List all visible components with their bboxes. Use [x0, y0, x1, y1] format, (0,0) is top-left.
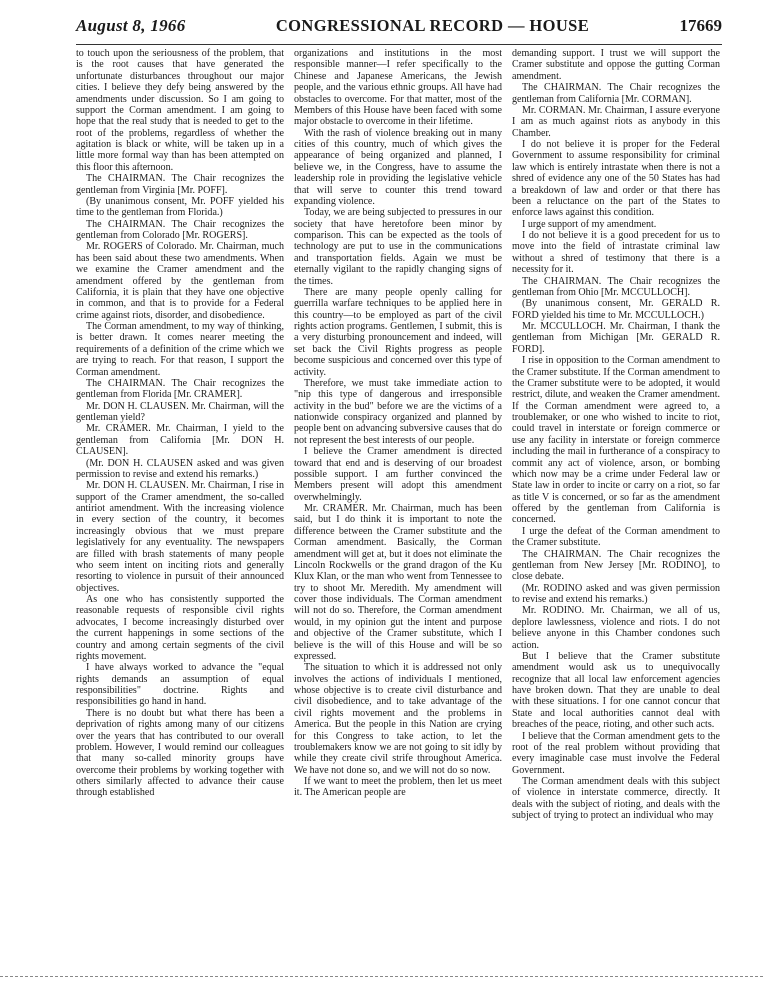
paragraph: Therefore, we must take immediate action to "nip this type of dangerous and irresponsible activity in the bud" before we are the victims of a nationwide conspiracy organized and planned by people bent on advancing subversive causes that do not represent the best interests of our people. — [294, 377, 502, 446]
paragraph: There are many people openly calling for guerrilla warfare techniques to be applied here in this country—to be employed as part of the civil rights action programs. Gentlemen, I submit, this is a very disturbing pronouncement and indeed, will set back the Civil Rights progress as people become suspicious and concerned over this type of activity. — [294, 286, 502, 378]
paragraph: (By unanimous consent, Mr. POFF yielded his time to the gentleman from Florida.) — [76, 195, 284, 219]
paragraph: Mr. ROGERS of Colorado. Mr. Chairman, much has been said about these two amendments. When we examine the Cramer amendment and the amendment offered by the gentleman from California, it is plain that they have one objective in common, and that is to provide for a Federal crime against riots, disorder, and disobedience. — [76, 241, 284, 321]
page-header — [76, 16, 722, 44]
paragraph: organizations and institutions in the most responsible manner—I refer specifically to the Chinese and Japanese Americans, the Jewish people, and the various ethnic groups. All have had obstacles to overcome. For that matter, most of the Members of this House have been faced with some major obstacle to overcome in their lifetime. — [294, 48, 502, 128]
paragraph: Mr. RODINO. Mr. Chairman, we all of us, deplore lawlessness, violence and riots. I do not believe anyone in this Chamber condones such action. — [512, 605, 720, 651]
paragraph: Mr. CRAMER. Mr. Chairman, much has been said, but I do think it is important to note the difference between the Cramer substitute and the Corman amendment. Basically, the Corman amendment will get at, but it does not eliminate the Lincoln Rockwells or the grand dragon of the Ku Klux Klan, or the man who went from Tennessee to try to shoot Mr. Meredith. My amendment will cover those individuals. The Corman amendment will not do so. Therefore, the Corman amendment would, in my opinion gut the intent and purpose and objective of the Cramer substitute, which I believe is the will of this House and will be so expressed. — [294, 503, 502, 662]
paragraph: The CHAIRMAN. The Chair recognizes the gentleman from Ohio [Mr. MCCULLOCH]. — [512, 275, 720, 298]
paragraph: Mr. CORMAN. Mr. Chairman, I assure everyone I am as much against riots as anybody in this Chamber. — [512, 104, 720, 139]
paragraph: The CHAIRMAN. The Chair recognizes the gentleman from New Jersey [Mr. RODINO], to close debate. — [512, 548, 720, 583]
paragraph: The situation to which it is addressed not only involves the actions of individuals I mentioned, whose objective is to create civil disturbance and civil disobedience, and to take advantage of the civil rights movement and the problems in America. But the people in this Nation are crying for this Congress to take action, to let the troublemakers know we are not going to sit idly by while they create civil strife throughout America. We have not done so, and we will not do so now. — [294, 662, 502, 776]
paragraph: The CHAIRMAN. The Chair recognizes the gentleman from Virginia [Mr. POFF]. — [76, 173, 284, 196]
paragraph: But I believe that the Cramer substitute amendment would ask us to unequivocally recognize that all local law enforcement agencies have broken down. That they are unable to deal with these situations. I for one cannot concur that State and local authorities cannot deal with breaches of the peace, rioting, and other such acts. — [512, 650, 720, 731]
header-date: August 8, 1966 — [76, 16, 186, 35]
paragraph: If we want to meet the problem, then let us meet it. The American people are — [294, 776, 502, 799]
paragraph: I rise in opposition to the Corman amendment to the Cramer substitute. If the Corman amendment to the Cramer substitute were to be adopted, it would restrict, dilute, and weaken the Cramer amendment. If the Corman amendment were agreed to, a troublemaker, or one who wished to incite to riot, could travel in interstate or foreign commerce or use any facility in interstate or foreign commerce including the mail in furtherance of a conspiracy to commit any act of violence, arson, or bombing which now may be a crime under Federal law or State law in order to incite or carry on a riot, so far as title V is concerned, or so far as the amendment offered by the gentleman from California is concerned. — [512, 355, 720, 526]
paragraph: I urge the defeat of the Corman amendment to the Cramer substitute. — [512, 525, 720, 549]
paragraph: The CHAIRMAN. The Chair recognizes the gentleman from Colorado [Mr. ROGERS]. — [76, 218, 284, 241]
paragraph: Mr. CRAMER. Mr. Chairman, I yield to the gentleman from California [Mr. DON H. CLAUSEN]. — [76, 423, 284, 458]
paragraph: (Mr. RODINO asked and was given permission to revise and extend his remarks.) — [512, 582, 720, 605]
paragraph: With the rash of violence breaking out in many cities of this country, much of which gives the appearance of being organized and planned, I believe we, in the Congress, have to assume the leadership role in providing the legislative vehicle that will serve to counter this trend toward expanding violence. — [294, 127, 502, 207]
header-title: CONGRESSIONAL RECORD — HOUSE — [275, 16, 590, 35]
paragraph: Mr. DON H. CLAUSEN. Mr. Chairman, I rise in support of the Cramer amendment, the so-called antiriot amendment. With the increasing violence in every section of the country, it becomes increasingly obvious that we must prepare legislatively for any eventuality. The newspapers are filled with brash statements of many people who seem intent on inciting riots and generally resorting to violence in pursuit of their announced objectives. — [76, 480, 284, 594]
paragraph: Today, we are being subjected to pressures in our society that have heretofore been minor by comparison. This can be expected as the tools of technology are put to use in the communications and transportation fields. Again we must be eternally vigilant to the rapidly changing signs of the times. — [294, 207, 502, 287]
paragraph: I do not believe it is proper for the Federal Government to assume responsibility for criminal law which is entirely intrastate when there is not a shred of evidence any one of the 50 States has had a breakdown of law and order or that there has been a reluctance on the part of the States to enforce laws against this condition. — [512, 139, 720, 219]
paragraph: As one who has consistently supported the reasonable requests of responsible civil rights advocates, I become increasingly disturbed over the current happenings in some sections of the country and among certain segments of the civil rights movement. — [76, 594, 284, 662]
paragraph: demanding support. I trust we will support the Cramer substitute and oppose the gutting Corman amendment. — [512, 48, 720, 82]
paragraph: I believe the Cramer amendment is directed toward that end and is deserving of our broadest possible support. I am further convinced the Members present will adopt this amendment overwhelmingly. — [294, 446, 502, 503]
paragraph: I do not believe it is a good precedent for us to move into the field of intrastate criminal law without a shred of testimony that there is a necessity for it. — [512, 230, 720, 276]
paragraph: The CHAIRMAN. The Chair recognizes the gentleman from Florida [Mr. CRAMER]. — [76, 377, 284, 401]
paragraph: to touch upon the seriousness of the problem, that is the root causes that have generated the unfortunate disturbances throughout our major cities. I believe they defy being answered by the amendments under discussion. So I am going to support the Corman amendment. I am going to hope that the real study that is needed to get to the root of the problems, regardless of whether the agitation is black or white, will be taken up in a little more formal way than has been attempted on this floor this afternoon. — [76, 48, 284, 173]
paragraph: There is no doubt but what there has been a deprivation of rights among many of our citizens over the years that has contributed to our overall problem. However, I would remind our colleagues that many so-called minority groups have overcome their problems by working together with others similarly affected to advance their cause through established — [76, 707, 284, 799]
paragraph: The Corman amendment deals with this subject of violence in interstate commerce, directly. It deals with the subject of rioting, and deals with the subject of trying to protect an individual who may — [512, 776, 720, 822]
text-column-2 — [294, 48, 502, 973]
paragraph: The CHAIRMAN. The Chair recognizes the gentleman from California [Mr. CORMAN]. — [512, 82, 720, 105]
paragraph: Mr. DON H. CLAUSEN. Mr. Chairman, will the gentleman yield? — [76, 400, 284, 423]
paragraph: Mr. MCCULLOCH. Mr. Chairman, I thank the gentleman from Michigan [Mr. GERALD R. FORD]. — [512, 321, 720, 355]
bottom-dashed-rule — [0, 976, 763, 977]
paragraph: (By unanimous consent, Mr. GERALD R. FORD yielded his time to Mr. MCCULLOCH.) — [512, 298, 720, 321]
header-page-number: 17669 — [679, 16, 722, 35]
text-column-1 — [76, 48, 284, 973]
header-rule — [76, 44, 722, 45]
paragraph: The Corman amendment, to my way of thinking, is better drawn. It comes nearer meeting the requirements of a definition of the crime which we are trying to reach. For that reason, I support the Corman amendment. — [76, 321, 284, 378]
paragraph: I urge support of my amendment. — [522, 218, 657, 230]
paragraph: I have always worked to advance the "equal rights demands an assumption of equal responsibilities" doctrine. Rights and responsibilities go hand in hand. — [76, 662, 284, 708]
paragraph: I believe that the Corman amendment gets to the root of the real problem without providing that every imaginable case must involve the Federal Government. — [512, 730, 720, 776]
paragraph: (Mr. DON H. CLAUSEN asked and was given permission to revise and extend his remarks.) — [76, 457, 284, 480]
text-column-3 — [512, 48, 720, 973]
